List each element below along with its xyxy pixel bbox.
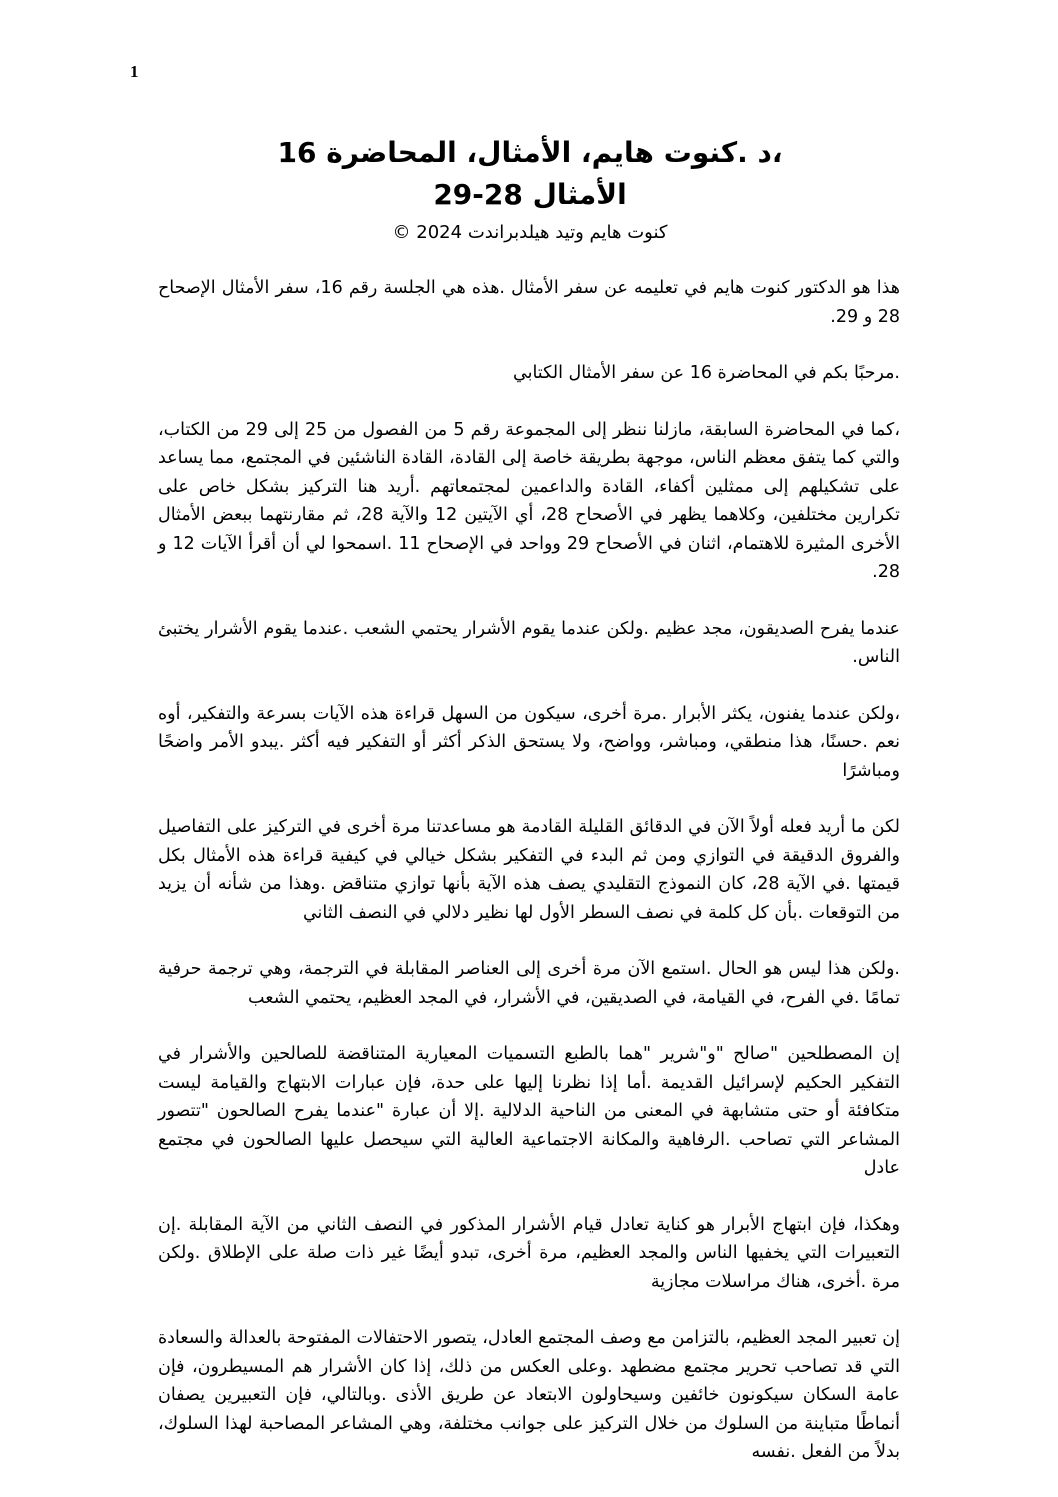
copyright-line: كنوت هايم وتيد هيلدبراندت 2024 © bbox=[392, 222, 668, 243]
paragraph: إن المصطلحين "صالح "و"شرير "هما بالطبع التسميات المعيارية المتناقضة للصالحين والأشرار في التفكير الحكيم لإسرائيل القديمة .أما إذا نظرنا إليها على حدة، فإن عبارات الابتهاج والقيامة ليست متكافئة أو حتى متشابهة في المعنى من الناحية الدلالية .إلا أن عبارة "عندما يفرح الصالحون "تتصور المشاعر التي تصاحب .الرفاهية والمكانة الاجتماعية العالية التي سيحصل عليها الصالحون في مجتمع عادل bbox=[158, 1044, 900, 1178]
document-body bbox=[158, 274, 900, 1495]
paragraph: .ولكن هذا ليس هو الحال .استمع الآن مرة أخرى إلى العناصر المقابلة في الترجمة، وهي ترجمة حرفية تمامًا .في الفرح، في القيامة، في الصديقين، في الأشرار، في المجد العظيم، يحتمي الشعب bbox=[158, 959, 900, 1008]
paragraph: عندما يفرح الصديقون، مجد عظيم .ولكن عندما يقوم الأشرار يحتمي الشعب .عندما يقوم الأشرار يختبئ الناس. bbox=[158, 618, 900, 667]
document-subtitle: الأمثال 28-29 bbox=[433, 178, 627, 211]
paragraph: ،ولكن عندما يفنون، يكثر الأبرار .مرة أخرى، سيكون من السهل قراءة هذه الآيات بسرعة والتفكير، أوه نعم .حسنًا، هذا منطقي، ومباشر، وواضح، ولا يستحق الذكر أكثر أو التفكير فيه أكثر .يبدو الأمر واضحًا ومباشرًا bbox=[158, 703, 900, 781]
page-number: 1 bbox=[130, 62, 139, 81]
paragraph: وهكذا، فإن ابتهاج الأبرار هو كناية تعادل قيام الأشرار المذكور في النصف الثاني من الآية المقابلة .إن التعبيرات التي يخفيها الناس والمجد العظيم، مرة أخرى، تبدو أيضًا غير ذات صلة على الإطلاق .ولكن مرة .أخرى، هناك مراسلات مجازية bbox=[158, 1214, 900, 1292]
document-title: ،د .كنوت هايم، الأمثال، المحاضرة 16 bbox=[277, 136, 783, 169]
document-header bbox=[160, 132, 900, 248]
paragraph: .مرحبًا بكم في المحاضرة 16 عن سفر الأمثال الكتابي bbox=[513, 363, 900, 383]
paragraph: لكن ما أريد فعله أولاً الآن في الدقائق القليلة القادمة هو مساعدتنا مرة أخرى في التركيز على التفاصيل والفروق الدقيقة في التوازي ومن ثم البدء في التفكير بشكل خيالي في كيفية قراءة هذه الأمثال بكل قيمتها .في الآية 28، كان النموذج التقليدي يصف هذه الآية بأنها توازي متناقض .وهذا من شأنه أن يزيد من التوقعات .بأن كل كلمة في نصف السطر الأول لها نظير دلالي في النصف الثاني bbox=[158, 817, 900, 923]
paragraph: ،كما في المحاضرة السابقة، مازلنا ننظر إلى المجموعة رقم 5 من الفصول من 25 إلى 29 من الكتاب، والتي كما يتفق معظم الناس، موجهة بطريقة خاصة إلى القادة، القادة الناشئين في المجتمع، مما يساعد على تشكيلهم إلى ممثلين أكفاء، القادة والداعمين لمجتمعاتهم .أريد هنا التركيز بشكل خاص على تكرارين مختلفين، وكلاهما يظهر في الأصحاح 28، أي الآيتين 12 والآية 28، ثم مقارنتهما ببعض الأمثال الأخرى المثيرة للاهتمام، اثنان في الأصحاح 29 وواحد في الإصحاح 11 .اسمحوا لي أن أقرأ الآيات 12 و 28. bbox=[158, 419, 901, 582]
paragraph: إن تعبير المجد العظيم، بالتزامن مع وصف المجتمع العادل، يتصور الاحتفالات المفتوحة بالعدالة والسعادة التي قد تصاحب تحرير مجتمع مضطهد .وعلى العكس من ذلك، إذا كان الأشرار هم المسيطرون، فإن عامة السكان سيكونون خائفين وسيحاولون الابتعاد عن طريق الأذى .وبالتالي، فإن التعبيرين يصفان أنماطًا متباينة من السلوك من خلال التركيز على جوانب مختلفة، وهي المشاعر المصاحبة لهذا السلوك، بدلاً من الفعل .نفسه bbox=[158, 1328, 900, 1462]
paragraph: هذا هو الدكتور كنوت هايم في تعليمه عن سفر الأمثال .هذه هي الجلسة رقم 16، سفر الأمثال الإصحاح 28 و 29. bbox=[158, 278, 900, 327]
